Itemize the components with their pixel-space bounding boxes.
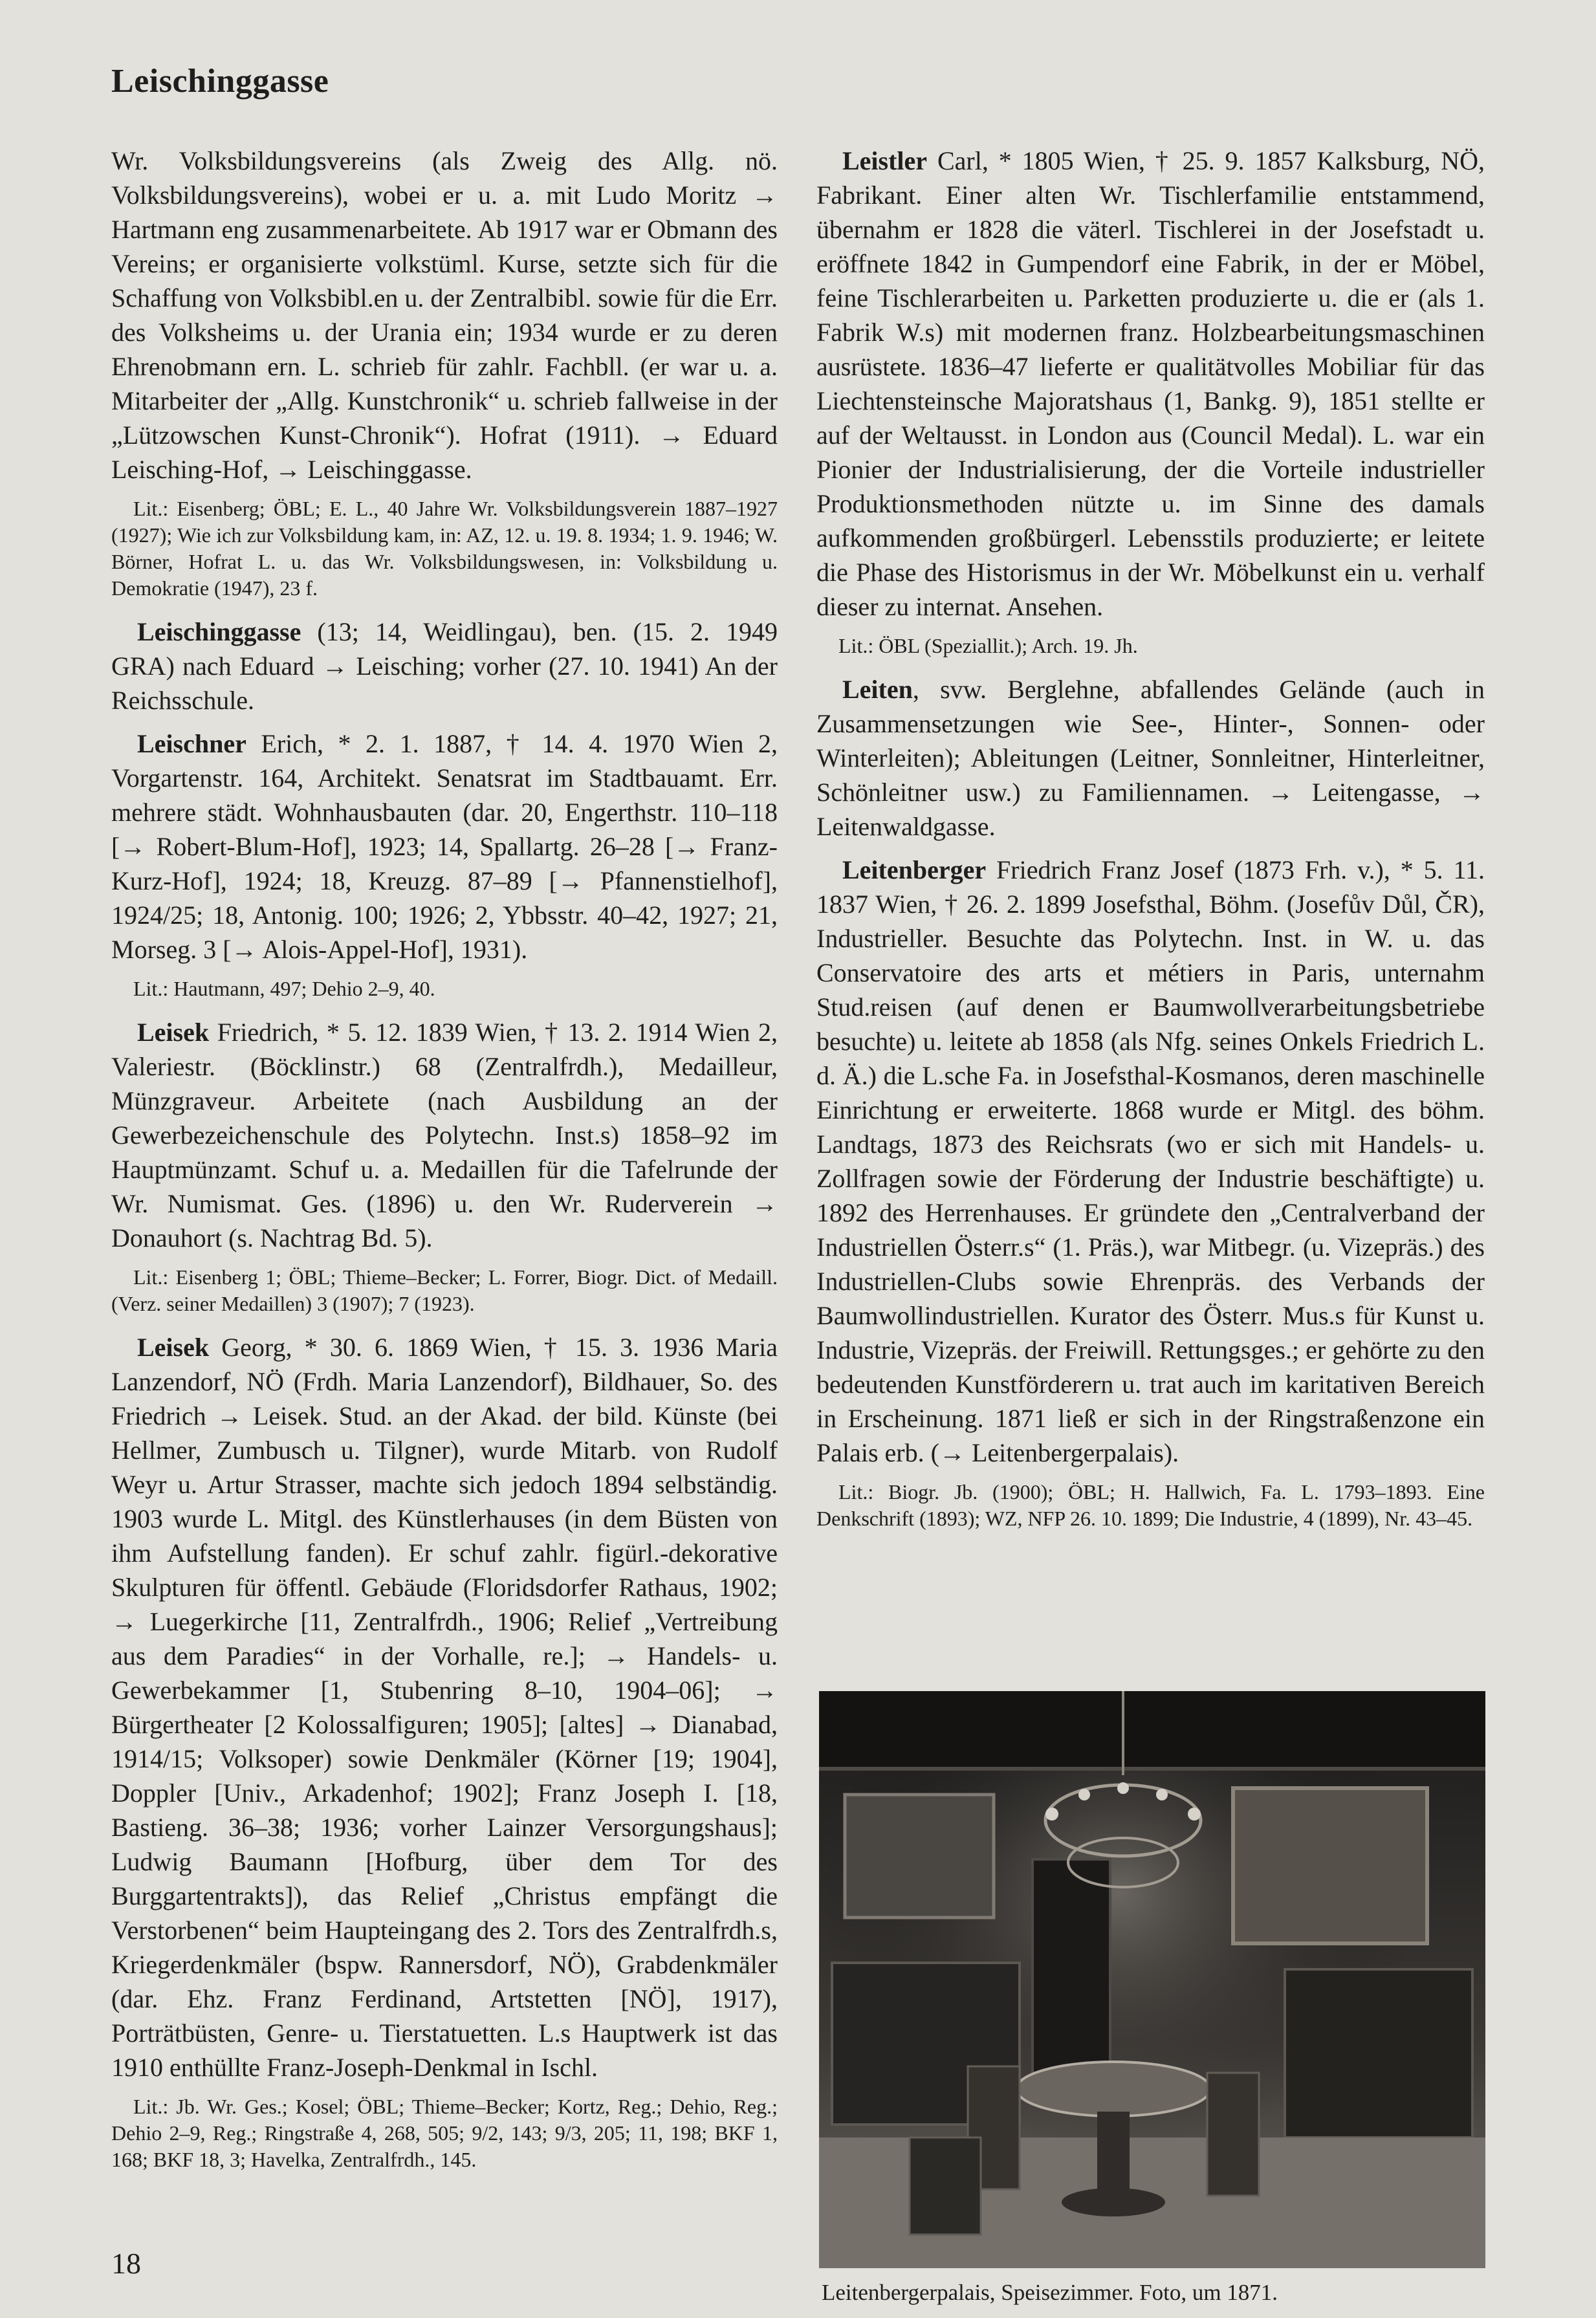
entry-text: , svw. Berglehne, abfallendes Gelände (auch in Zusammensetzungen wie See-, Hinter-, Sonnen- oder Winterleiten); Ableitungen (Leitner, Sonnleitner, Hinterleitner, Schönleitner usw.) zu Familiennamen. → Leitengasse, → Leitenwaldgasse. [816, 675, 1485, 841]
literature: Lit.: Eisenberg; ÖBL; E. L., 40 Jahre Wr. Volksbildungsverein 1887–1927 (1927); Wie ich zur Volksbildung kam, in: AZ, 12. u. 19. 8. 1934; 1. 9. 1946; W. Börner, Hofrat L. u. das Wr. Volksbildungswesen, in: Volksbildung u. Demokratie (1947), 23 f. [111, 497, 778, 600]
headword: Leitenberger [842, 855, 987, 884]
page-header: Leischinggasse [111, 63, 329, 100]
entry-leischinggasse [111, 615, 778, 717]
literature: Lit.: Hautmann, 497; Dehio 2–9, 40. [133, 977, 435, 1000]
headword: Leisek [137, 1333, 210, 1362]
entry-leisek-georg [111, 1330, 778, 2084]
literature: Lit.: Jb. Wr. Ges.; Kosel; ÖBL; Thieme–Becker; Kortz, Reg.; Dehio, Reg.; Dehio 2–9, Reg.; Ringstraße 4, 268, 505; 9/2, 143; 9/3, 205; 11, 198; BKF 1, 168; BKF 18, 3; Havelka, Zentralfrdh., 145. [111, 2095, 778, 2171]
entry-text: Georg, * 30. 6. 1869 Wien, † 15. 3. 1936 Maria Lanzendorf, NÖ (Frdh. Maria Lanzendorf), Bildhauer, So. des Friedrich → Leisek. Stud. an der Akad. der bild. Künste (bei Hellmer, Zumbusch u. Tilgner), wurde Mitarb. von Rudolf Weyr u. Artur Strasser, machte sich jedoch 1894 selbständig. 1903 wurde L. Mitgl. des Künstlerhauses (in dem Büsten von ihm Aufstellung fanden). Er schuf zahlr. figürl.-dekorative Skulpturen für öffentl. Gebäude (Floridsdorfer Rathaus, 1902; → Luegerkirche [11, Zentralfrdh., 1906; Relief „Vertreibung aus dem Paradies“ in der Vorhalle, re.]; → Handels- u. Gewerbekammer [1, Stubenring 8–10, 1904–06]; → Bürgertheater [2 Kolossalfiguren; 1905]; [altes] → Dianabad, 1914/15; Volksoper) sowie Denkmäler (Körner [19; 1904], Doppler [Univ., Arkadenhof; 1902]; Franz Joseph I. [18, Bastieng. 36–38; 1936; vorher Lainzer Versorgungshaus]; Ludwig Baumann [Hofburg, über dem Tor des Burggartentrakts]), das Relief „Christus empfängt die Verstorbenen“ beim Haupteingang des 2. Tors des Zentralfrdh.s, Kriegerdenkmäler (bspw. Rannersdorf, NÖ), Grabdenkmäler (dar. Ehz. Franz Ferdinand, Artstetten [NÖ], 1917), Porträtbüsten, Genre- u. Tierstatuetten. L.s Hauptwerk ist das 1910 enthüllte Franz-Joseph-Denkmal in Ischl. [111, 1333, 778, 2082]
entry-leitenberger [816, 853, 1485, 1470]
entry-text: (13; 14, Weidlingau), ben. (15. 2. 1949 GRA) nach Eduard → Leisching; vorher (27. 10. 1941) An der Reichsschule. [111, 617, 778, 715]
headword: Leiten [842, 675, 913, 704]
entry-leiten [816, 672, 1485, 844]
dining-room-photo [819, 1691, 1485, 2268]
left-column [111, 144, 778, 2186]
literature: Lit.: Eisenberg 1; ÖBL; Thieme–Becker; L. Forrer, Biogr. Dict. of Medaill. (Verz. seiner Medaillen) 3 (1907); 7 (1923). [111, 1265, 778, 1315]
entry-leistler [816, 144, 1485, 624]
literature: Lit.: Biogr. Jb. (1900); ÖBL; H. Hallwich, Fa. L. 1793–1893. Eine Denkschrift (1893); WZ, NFP 26. 10. 1899; Die Industrie, 4 (1899), Nr. 43–45. [816, 1480, 1485, 1530]
entry-text: Friedrich Franz Josef (1873 Frh. v.), * 5. 11. 1837 Wien, † 26. 2. 1899 Josefsthal, Böhm. (Josefův Důl, ČR), Industrieller. Besuchte das Polytechn. Inst. in W. u. das Conservatoire des arts et métiers in Paris, unternahm Stud.reisen (auf denen er Baumwollverarbeitungsbetriebe besuchte) u. leitete ab 1858 (als Nfg. seines Onkels Friedrich L. d. Ä.) die L.sche Fa. in Josefsthal-Kosmanos, deren maschinelle Einrichtung er erweiterte. 1868 wurde er Mitgl. des böhm. Landtags, 1873 des Reichsrats (wo er sich mit Handels- u. Zollfragen sowie der Förderung der Industrie beschäftigte) u. 1892 des Herrenhauses. Er gründete den „Centralverband der Industriellen Österr.s“ (1. Präs.), war Mitbegr. (u. Vizepräs.) des Industriellen-Clubs sowie Ehrenpräs. des Verbands der Baumwollindustriellen. Kurator des Österr. Mus.s für Kunst u. Industrie, Vizepräs. der Freiwill. Rettungsges.; er gehörte zu den bedeutenden Kunstförderern u. trat auch im karitativen Bereich in Erscheinung. 1871 ließ er sich in der Ringstraßenzone ein Palais erb. (→ Leitenbergerpalais). [816, 855, 1485, 1467]
entry-text: Wr. Volksbildungsvereins (als Zweig des Allg. nö. Volksbildungsvereins), wobei er u. a. mit Ludo Moritz → Hartmann eng zusammenarbeitete. Ab 1917 war er Obmann des Vereins; er organisierte volkstüml. Kurse, setzte sich für die Schaffung von Volksbibl.en u. der Zentralbibl. sowie für die Err. des Volksheims u. der Urania ein; 1934 wurde er zu deren Ehrenobmann ern. L. schrieb für zahlr. Fachbll. (er war u. a. Mitarbeiter der „Allg. Kunstchronik“ u. schrieb fallweise in der „Lützowschen Kunst-Chronik“). Hofrat (1911). → Eduard Leisching-Hof, → Leischinggasse. [111, 146, 778, 484]
literature: Lit.: ÖBL (Speziallit.); Arch. 19. Jh. [838, 634, 1138, 657]
headword: Leistler [842, 146, 928, 175]
photo-caption: Leitenbergerpalais, Speisezimmer. Foto, um 1871. [822, 2280, 1278, 2305]
entry-leisek-friedrich [111, 1015, 778, 1255]
headword: Leischinggasse [137, 617, 301, 646]
entry-text: Carl, * 1805 Wien, † 25. 9. 1857 Kalksburg, NÖ, Fabrikant. Einer alten Wr. Tischlerfamilie entstammend, übernahm er 1828 die väterl. Tischlerei in der Josefstadt u. eröffnete 1842 in Gumpendorf eine Fabrik, in der er Möbel, feine Tischlerarbeiten u. Parketten produzierte u. die er (als 1. Fabrik W.s) mit modernen franz. Holzbearbeitungsmaschinen ausrüstete. 1836–47 lieferte er qualitätvolles Mobiliar für das Liechtensteinsche Majoratshaus (1, Bankg. 9), 1851 stellte er auf der Weltausst. in London aus (Council Medal). L. war ein Pionier der Industrialisierung, der die Vorteile industrieller Produktionsmethoden nützte u. im Sinne des damals aufkommenden großbürgerl. Lebensstils produzierte; er leitete die Phase des Historismus in der Wr. Möbelkunst ein u. verhalf dieser zu internat. Ansehen. [816, 146, 1485, 621]
entry-text: Erich, * 2. 1. 1887, † 14. 4. 1970 Wien 2, Vorgartenstr. 164, Architekt. Senatsrat im Stadtbauamt. Err. mehrere städt. Wohnhausbauten (dar. 20, Engerthstr. 110–118 [→ Robert-Blum-Hof], 1923; 14, Spallartg. 26–28 [→ Franz-Kurz-Hof], 1924; 18, Kreuzg. 87–89 [→ Pfannenstielhof], 1924/25; 18, Antonig. 100; 1926; 2, Ybbsstr. 40–42, 1927; 21, Morseg. 3 [→ Alois-Appel-Hof], 1931). [111, 729, 778, 964]
headword: Leisek [137, 1018, 210, 1047]
photo-illustration [819, 1691, 1485, 2268]
entry-leisching-continued [111, 144, 778, 487]
page-number: 18 [111, 2247, 141, 2280]
entry-text: Friedrich, * 5. 12. 1839 Wien, † 13. 2. 1914 Wien 2, Valeriestr. (Böcklinstr.) 68 (Zentralfrdh.), Medailleur, Münzgraveur. Arbeitete (nach Ausbildung an der Gewerbezeichenschule des Polytechn. Inst.s) 1858–92 im Hauptmünzamt. Schuf u. a. Medaillen für die Tafelrunde der Wr. Numismat. Ges. (1896) u. den Wr. Ruderverein → Donauhort (s. Nachtrag Bd. 5). [111, 1018, 778, 1252]
headword: Leischner [137, 729, 246, 758]
entry-leischner [111, 727, 778, 967]
right-column [816, 144, 1485, 1545]
